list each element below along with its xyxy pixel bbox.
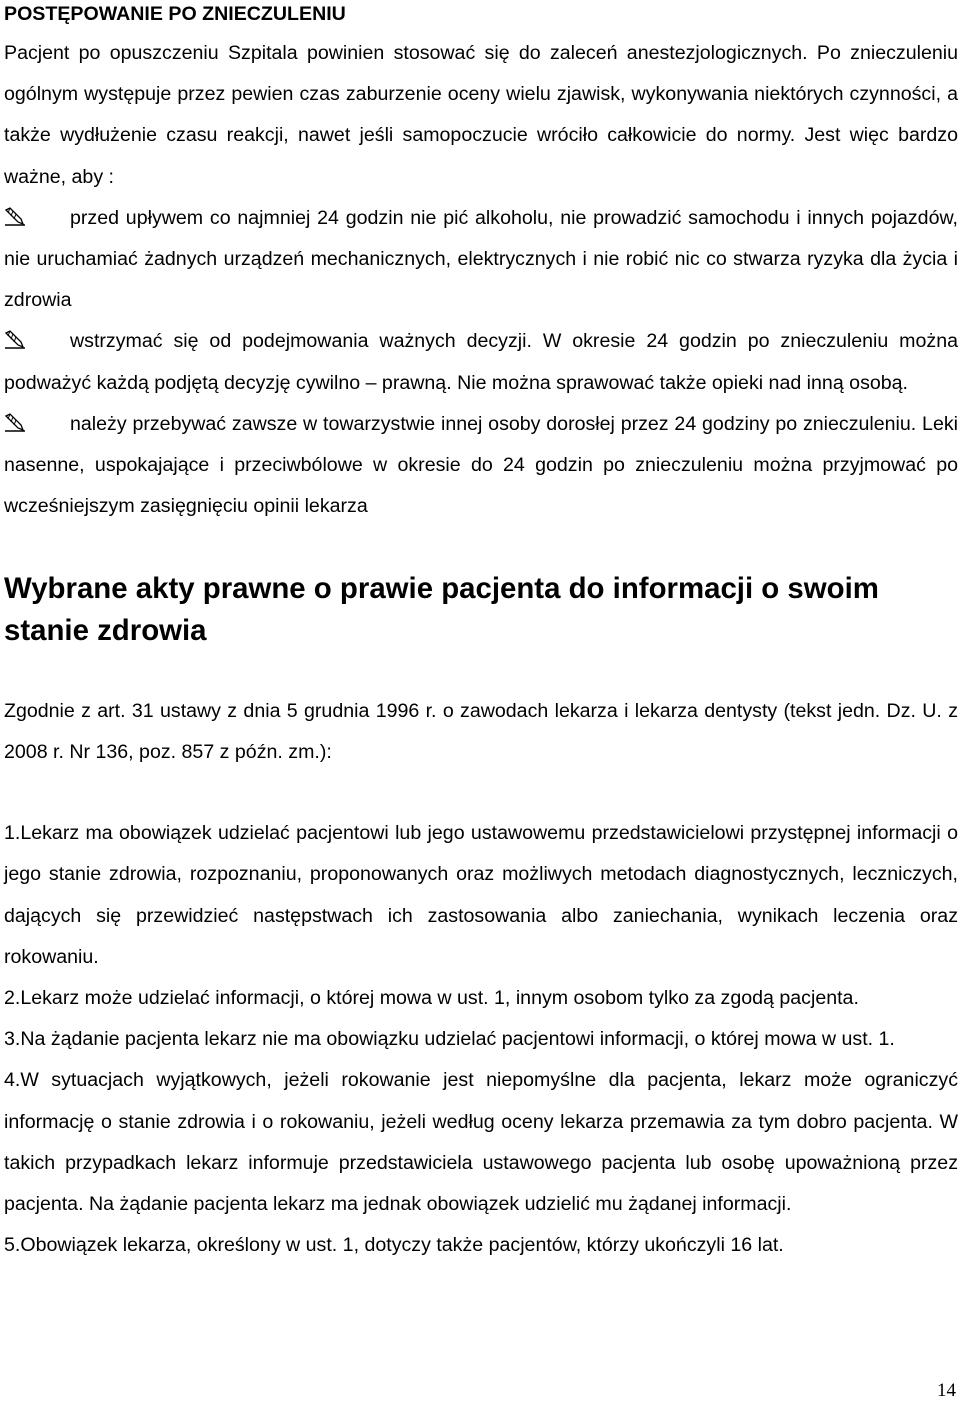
point-2: 2.Lekarz może udzielać informacji, o której mowa w ust. 1, innym osobom tylko za zgodą pacjenta.: [4, 987, 859, 1010]
point-3: 3.Na żądanie pacjenta lekarz nie ma obowiązku udzielać pacjentowi informacji, o której mowa w ust. 1.: [4, 1028, 895, 1051]
bullet-text: wstrzymać się od podejmowania ważnych decyzji. W okresie 24 godzin po znieczuleniu można podważyć każdą podjętą decyzję cywilno – prawną. Nie można sprawować także opieki nad inną osobą.: [4, 330, 958, 394]
writing-hand-icon: [4, 413, 26, 433]
section-title: POSTĘPOWANIE PO ZNIECZULENIU: [4, 3, 346, 25]
writing-hand-icon: [4, 207, 26, 227]
point-1: 1.Lekarz ma obowiązek udzielać pacjentowi lub jego ustawowemu przedstawicielowi przystępnej informacji o jego stanie zdrowia, rozpoznaniu, proponowanych oraz możliwych metodach diagnostycznych, leczniczych, dających się przewidzieć następstwach ich zastosowania albo zaniechania, wynikach leczenia oraz rokowaniu.: [4, 822, 958, 968]
point-5: 5.Obowiązek lekarza, określony w ust. 1, dotyczy także pacjentów, którzy ukończyli 16 lat.: [4, 1234, 784, 1257]
intro-body: Po znieczuleniu ogólnym występuje przez pewien czas zaburzenie oceny wielu zjawisk, wykonywania niektórych czynności, a także wydłużenie czasu reakcji, nawet jeśli samopoczucie wróciło całkowicie do normy. Jest więc bardzo ważne, aby :: [4, 42, 958, 188]
point-4: 4.W sytuacjach wyjątkowych, jeżeli rokowanie jest niepomyślne dla pacjenta, lekarz może ograniczyć informację o stanie zdrowia i o rokowaniu, jeżeli według oceny lekarza przemawia za tym dobro pacjenta. W takich przypadkach lekarz informuje przedstawiciela ustawowego pacjenta lub osobę upoważnioną przez pacjenta. Na żądanie pacjenta lekarz ma jednak obowiązek udzielić mu żądanej informacji.: [4, 1069, 958, 1216]
bullet-item-3: [4, 404, 958, 528]
law-intro: Zgodnie z art. 31 ustawy z dnia 5 grudnia 1996 r. o zawodach lekarza i lekarza dentysty (tekst jedn. Dz. U. z 2008 r. Nr 136, poz. 857 z późn. zm.):: [4, 699, 958, 764]
writing-hand-icon: [4, 330, 26, 350]
page-number: 14: [937, 1380, 956, 1401]
document-page: [4, 0, 958, 1266]
bullet-text: należy przebywać zawsze w towarzystwie innej osoby dorosłej przez 24 godziny po znieczuleniu. Leki nasenne, uspokajające i przeciwbólowe w okresie do 24 godzin po znieczuleniu można przyjmować po wcześniejszym zasięgnięciu opinii lekarza: [4, 412, 958, 518]
intro-paragraph: [4, 33, 958, 198]
intro-line1: Pacjent po opuszczeniu Szpitala powinien stosować się do zaleceń anestezjologicznych.: [4, 42, 808, 64]
bullet-text: przed upływem co najmniej 24 godzin nie pić alkoholu, nie prowadzić samochodu i innych pojazdów, nie uruchamiać żadnych urządzeń mechanicznych, elektrycznych i nie robić nic co stwarza ryzyka dla życia i zdrowia: [4, 206, 958, 312]
bullet-item-1: [4, 198, 958, 322]
bullet-item-2: [4, 321, 958, 403]
legal-acts-heading: Wybrane akty prawne o prawie pacjenta do informacji o swoim stanie zdrowia: [4, 572, 879, 647]
